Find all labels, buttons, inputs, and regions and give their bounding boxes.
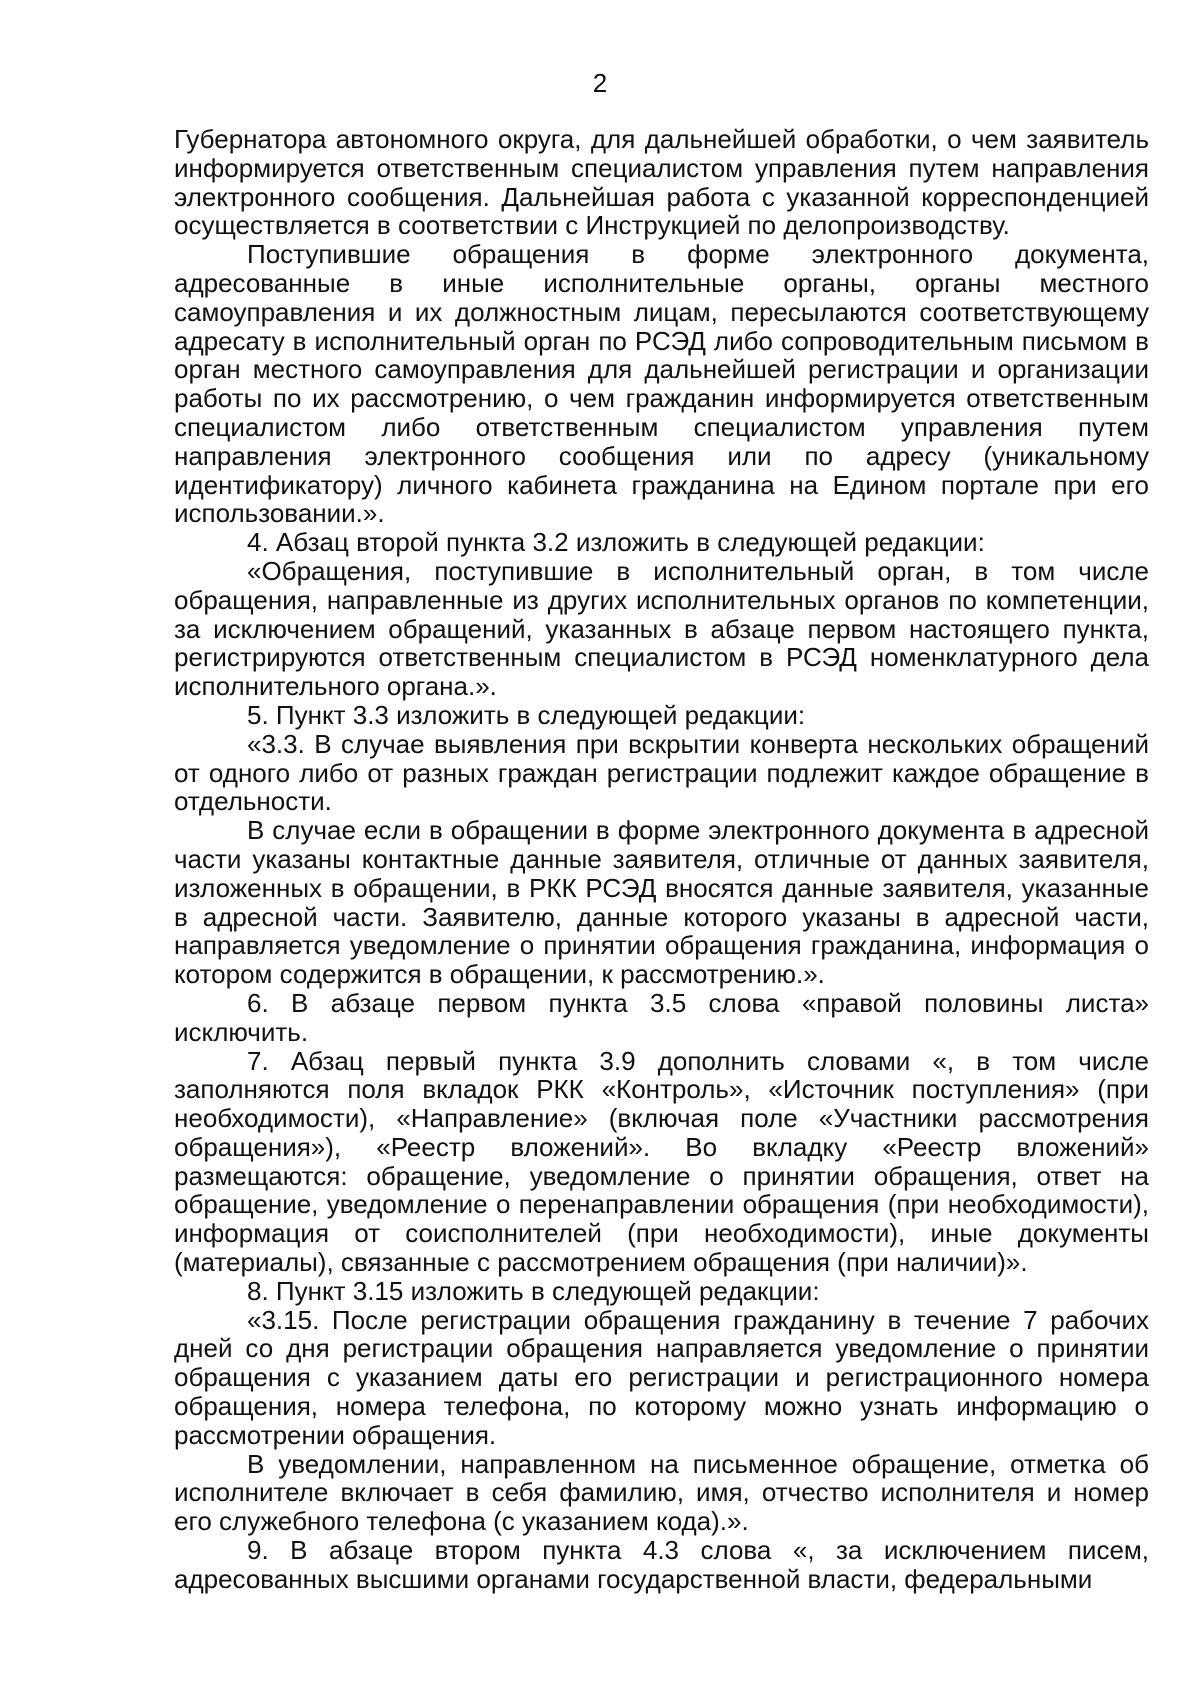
paragraph-item-7: 7. Абзац первый пункта 3.9 дополнить словами «, в том числе заполняются поля вкладок РКК «Контроль», «Источник поступления» (при необходимости), «Направление» (включая поле «Участники рассмотрения обращения»), «Реестр вложений». Во вкладку «Реестр вложений» размещаются: обращение, уведомление о принятии обращения, ответ на обращение, уведомление о перенаправлении обращения (при необходимости), информация от соисполнителей (при необходимости), иные документы (материалы), связанные с рассмотрением обращения (при наличии)». bbox=[174, 1045, 1149, 1278]
paragraph-electronic-appeals: Поступившие обращения в форме электронного документа, адресованные в иные исполнительные органы, органы местного самоуправления и их должностным лицам, пересылаются соответствующему адресату в исполнительный орган по РСЭД либо сопроводительным письмом в орган местного самоуправления для дальнейшей регистрации и организации работы по их рассмотрению, о чем гражданин информируется ответственным специалистом либо ответственным специалистом управления путем направления электронного сообщения или по адресу (уникальному идентификатору) личного кабинета гражданина на Едином портале при его использовании.». bbox=[174, 239, 1149, 529]
paragraph-item-4: 4. Абзац второй пункта 3.2 изложить в следующей редакции: bbox=[247, 527, 985, 558]
paragraph-item-6: 6. В абзаце первом пункта 3.5 слова «правой половины листа» исключить. bbox=[174, 987, 1149, 1047]
page-number: 2 bbox=[592, 68, 608, 98]
paragraph-item-9: 9. В абзаце втором пункта 4.3 слова «, за исключением писем, адресованных высшими органами государственной власти, федеральными bbox=[174, 1535, 1149, 1594]
paragraph-item-3-15: «3.15. После регистрации обращения гражданину в течение 7 рабочих дней со дня регистрации обращения направляется уведомление о принятии обращения с указанием даты его регистрации и регистрационного номера обращения, номера телефона, по которому можно узнать информацию о рассмотрении обращения. bbox=[174, 1304, 1149, 1450]
paragraph-item-5: 5. Пункт 3.3 изложить в следующей редакции: bbox=[247, 699, 806, 730]
paragraph-item-8: 8. Пункт 3.15 изложить в следующей редакции: bbox=[247, 1275, 820, 1306]
paragraph-item-4-text: «Обращения, поступившие в исполнительный орган, в том числе обращения, направленные из других исполнительных органов по компетенции, за исключением обращений, указанных в абзаце первом настоящего пункта, регистрируются ответственным специалистом в РСЭД номенклатурного дела исполнительного органа.». bbox=[174, 555, 1149, 702]
paragraph-item-3-3: «3.3. В случае выявления при вскрытии конверта нескольких обращений от одного либо от разных граждан регистрации подлежит каждое обращение в отдельности. bbox=[174, 728, 1149, 817]
paragraph-continuation: Губернатора автономного округа, для дальнейшей обработки, о чем заявитель информируется ответственным специалистом управления путем направления электронного сообщения. Дальнейшая работа с указанной корреспонденцией осуществляется в соответствии с Инструкцией по делопроизводству. bbox=[174, 124, 1149, 241]
paragraph-address-part: В случае если в обращении в форме электронного документа в адресной части указаны контактные данные заявителя, отличные от данных заявителя, изложенных в обращении, в РКК РСЭД вносятся данные заявителя, указанные в адресной части. Заявителю, данные которого указаны в адресной части, направляется уведомление о принятии обращения гражданина, информация о котором содержится в обращении, к рассмотрению.». bbox=[174, 815, 1149, 990]
paragraph-notification: В уведомлении, направленном на письменное обращение, отметка об исполнителе включает в себя фамилию, имя, отчество исполнителя и номер его служебного телефона (с указанием кода).». bbox=[174, 1448, 1149, 1537]
document-body bbox=[174, 125, 1149, 1594]
